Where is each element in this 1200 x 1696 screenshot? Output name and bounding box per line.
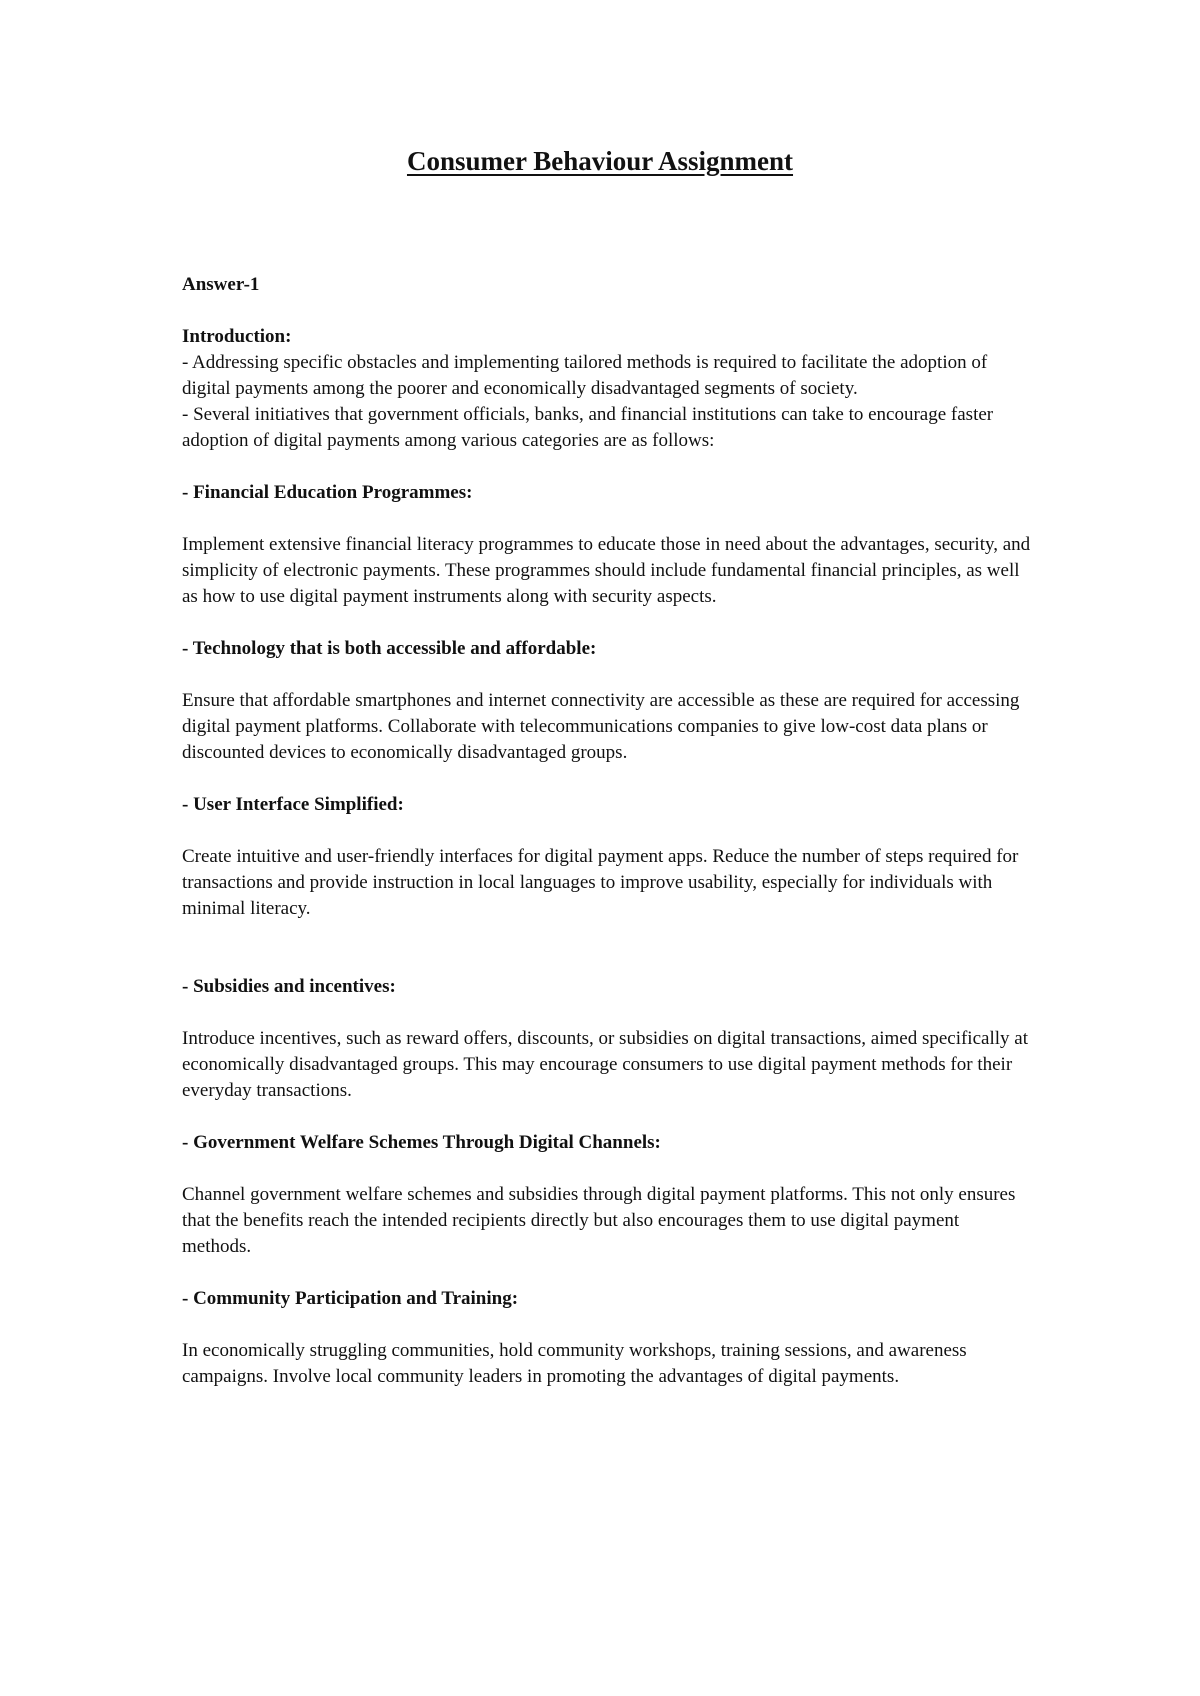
section-body: In economically struggling communities, hold community workshops, training sessions, and awareness campaigns. Involve local community leaders in promoting the advantages of digital payments. [182, 1340, 967, 1387]
section-user-interface [182, 792, 1032, 922]
introduction-line: - Several initiatives that government officials, banks, and financial institutions can take to encourage faster adoption of digital payments among various categories are as follows: [182, 404, 994, 451]
section-body: Ensure that affordable smartphones and internet connectivity are accessible as these are required for accessing digital payment platforms. Collaborate with telecommunications companies to give low-cost data plans or discounted devices to economically disadvantaged groups. [182, 690, 1020, 763]
section-community-participation [182, 1286, 1032, 1390]
document-body [182, 272, 1032, 1390]
section-body: Introduce incentives, such as reward offers, discounts, or subsidies on digital transactions, aimed specifically at economically disadvantaged groups. This may encourage consumers to use digital payment methods for their everyday transactions. [182, 1028, 1028, 1101]
introduction-line: - Addressing specific obstacles and implementing tailored methods is required to facilitate the adoption of digital payments among the poorer and economically disadvantaged segments of society. [182, 352, 988, 399]
introduction-block [182, 324, 1032, 454]
introduction-heading: Introduction: [182, 326, 292, 347]
section-heading: - Technology that is both accessible and affordable: [182, 638, 597, 659]
answer-label: Answer-1 [182, 274, 260, 295]
section-accessible-technology [182, 636, 1032, 766]
section-heading: - Government Welfare Schemes Through Digital Channels: [182, 1132, 661, 1153]
section-body: Implement extensive financial literacy programmes to educate those in need about the advantages, security, and simplicity of electronic payments. These programmes should include fundamental financial principles, as well as how to use digital payment instruments along with security aspects. [182, 534, 1031, 607]
section-heading: - User Interface Simplified: [182, 794, 404, 815]
section-heading: - Subsidies and incentives: [182, 976, 396, 997]
document-title: Consumer Behaviour Assignment [406, 146, 794, 176]
section-heading: - Community Participation and Training: [182, 1288, 519, 1309]
section-heading: - Financial Education Programmes: [182, 482, 473, 503]
section-financial-education [182, 480, 1032, 610]
section-body: Channel government welfare schemes and subsidies through digital payment platforms. This not only ensures that the benefits reach the intended recipients directly but also encourages them to use digital payment methods. [182, 1184, 1016, 1257]
section-body: Create intuitive and user-friendly interfaces for digital payment apps. Reduce the number of steps required for transactions and provide instruction in local languages to improve usability, especially for individuals with minimal literacy. [182, 846, 1019, 919]
section-subsidies-incentives [182, 974, 1032, 1104]
section-government-welfare [182, 1130, 1032, 1260]
